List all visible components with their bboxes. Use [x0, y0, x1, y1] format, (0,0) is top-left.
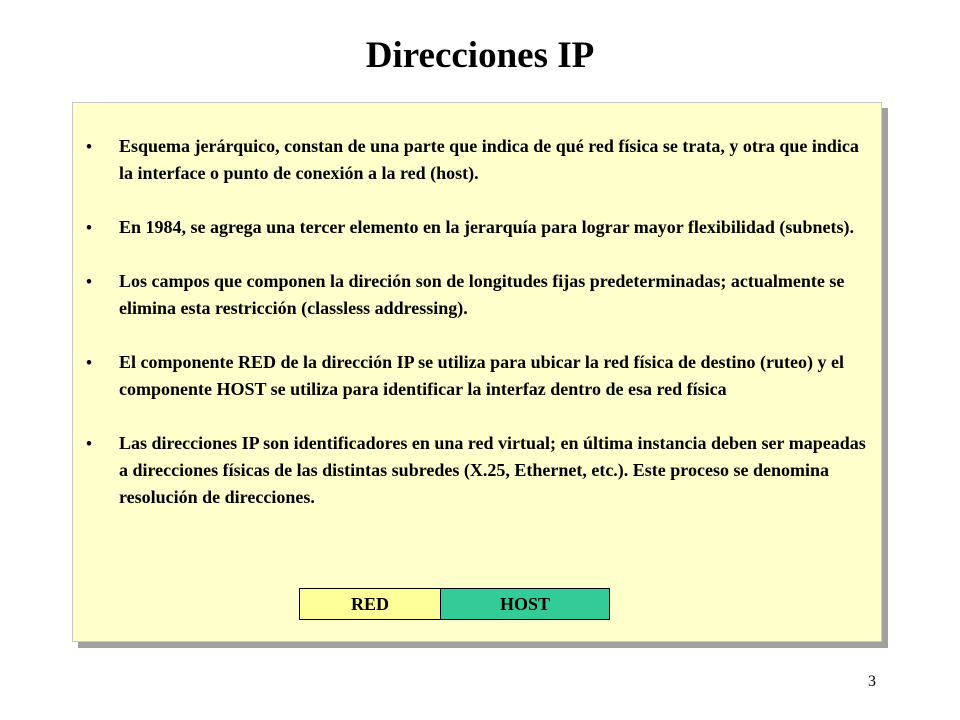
bullet-item-3: [85, 268, 875, 322]
bullet-icon: •: [86, 353, 92, 372]
bullet-text: Esquema jerárquico, constan de una parte que indica de qué red física se trata, y otra que indica la interface o punto de conexión a la red (host).: [119, 136, 859, 183]
bullet-item-4: [85, 349, 875, 403]
bullet-list: [85, 133, 875, 538]
bullet-text: El componente RED de la dirección IP se utiliza para ubicar la red física de destino (ruteo) y el componente HOST se utiliza para identificar la interfaz dentro de esa red física: [119, 352, 844, 399]
bullet-item-5: [85, 430, 875, 511]
bullet-item-1: [85, 133, 875, 187]
host-segment: HOST: [441, 588, 610, 620]
ip-address-diagram: [299, 588, 610, 620]
bullet-icon: •: [86, 272, 92, 291]
slide-title: Direcciones IP: [365, 35, 595, 76]
red-segment: RED: [299, 588, 441, 620]
bullet-item-2: [85, 214, 875, 241]
content-box: [72, 102, 882, 642]
bullet-text: Las direcciones IP son identificadores en una red virtual; en última instancia deben ser mapeadas a direcciones físicas de las distintas subredes (X.25, Ethernet, etc.). Este proceso se denomina resolución de direcciones.: [119, 433, 866, 507]
bullet-icon: •: [86, 434, 92, 453]
page-number: 3: [868, 673, 876, 690]
bullet-icon: •: [86, 218, 92, 237]
bullet-text: En 1984, se agrega una tercer elemento en la jerarquía para lograr mayor flexibilidad (subnets).: [119, 217, 854, 237]
bullet-text: Los campos que componen la direción son de longitudes fijas predeterminadas; actualmente se elimina esta restricción (classless addressing).: [119, 271, 845, 318]
bullet-icon: •: [86, 137, 92, 156]
